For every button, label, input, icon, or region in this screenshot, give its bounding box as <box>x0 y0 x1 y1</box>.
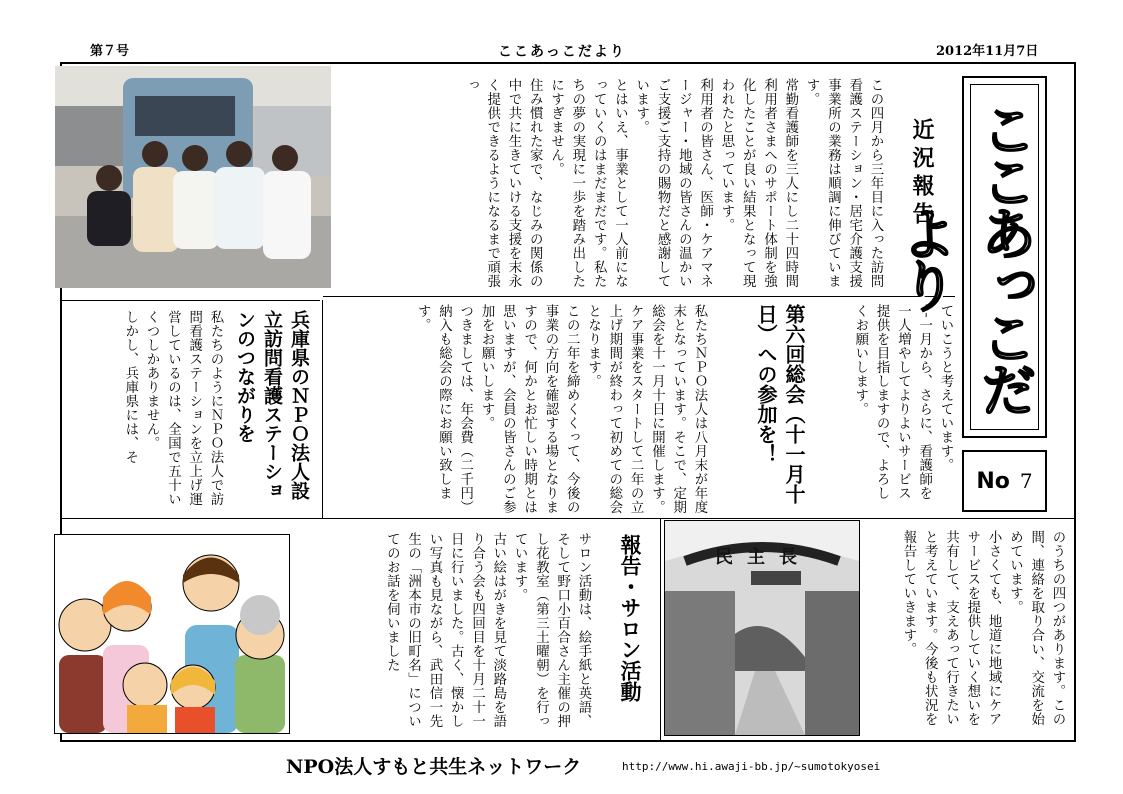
issue-date: 2012年11月7日 <box>936 44 1039 59</box>
old-street-photo <box>664 520 860 736</box>
staff-group-photo <box>55 66 331 288</box>
divider-vertical-lower <box>660 518 661 740</box>
masthead-title: ここあっこだより <box>892 101 1037 413</box>
kinkyo-heading: 近況報告 <box>909 118 935 230</box>
header-title: ここあっこだより <box>498 44 626 60</box>
kinkyo-body: この四月から三年目に入った訪問看護ステーション・居宅介護支援事業所の業務は順調に伸びています。 常勤看護師を三人にし二十四時間利用者さまへのサポート体制を強化したことが良い結果となって現われたと思っています。 利用者の皆さん、医師・ケアマネージャー・地域の皆さんの温かいご支援ご支持の賜物だと感謝しています。 とはいえ、事業として一人前になっていくのはまだまだです。私たちの夢の実現に一歩を踏み出したにすぎません。 住み慣れた家で、なじみの関係の中で共に生きていける支援を末永く提供できるようになるまで頑張っ <box>463 78 883 288</box>
soukai-body: 私たちＮＰＯ法人は八月末が年度末となっています。そこで、定期総会を十一月十日に開催します。 ケア事業をスタートして二年の立上げ期間が終わって初めての総会となります。 この二年を締めくくって、今後の事業の方向を確認する場となりますので、何かとお忙しい時期とは思いますが、会員の皆さんのご参加をお願いします。 つきましては、年会費（二千円）納入も総会の際にお願い致します。 <box>415 304 707 514</box>
divider-upper-left <box>60 300 320 301</box>
kinkyo-body-continued: ていこうと考えています。 十一月から、さらに、看護師を一人増やしてよりよいサービス提供を目指しますので、よろしくお願いします。 <box>852 304 953 500</box>
hyogo-body-continued: のうちの四つがあります。この間、連絡を取り合い、交流を始めています。 小さくても、地道に地域にケアサービスを提供していく想いを共有して、支えあって行きたいと考えています。今後も状況を報告していきます。 <box>900 530 1065 726</box>
hyogo-body: 私たちのようにＮＰＯ法人で訪問看護ステーションを立上げ運営しているのは、全国で五十いくつしかありません。 しかし、兵庫県には、そ <box>122 310 223 506</box>
family-illustration <box>54 534 290 734</box>
footer-organization: NPO法人すもと共生ネットワーク <box>286 756 582 778</box>
salon-body: サロン活動は、絵手紙と英語、そして野口小百合さん主催の押し花教室（第三土曜朝）を行っています。 古い絵はがきを見て淡路島を語り合う会も四回目を十月二十一日に行いました。古く、懐かしい写真も見ながら、武田信一先生の「洲本市の旧町名」についてのお話を伺いました <box>384 532 591 728</box>
divider-lower <box>60 518 1076 519</box>
issue-number: 第７号 <box>90 44 130 59</box>
sign-text: 民主長 <box>715 547 811 568</box>
hyogo-heading: 兵庫県のＮＰＯ法人設立訪問看護ステーションのつながりを <box>234 310 310 500</box>
soukai-heading: 第六回総会（十一月十日）への参加を！ <box>754 304 806 504</box>
divider-upper <box>323 296 955 297</box>
footer-url[interactable]: http://www.hi.awaji-bb.jp/~sumotokyosei <box>622 760 881 773</box>
salon-heading: 報告・サロン活動 <box>618 534 643 702</box>
issue-number-box <box>962 450 1047 512</box>
divider-vertical-left <box>322 300 323 518</box>
no-value: 7 <box>1019 469 1033 493</box>
no-label: No <box>976 468 1010 494</box>
